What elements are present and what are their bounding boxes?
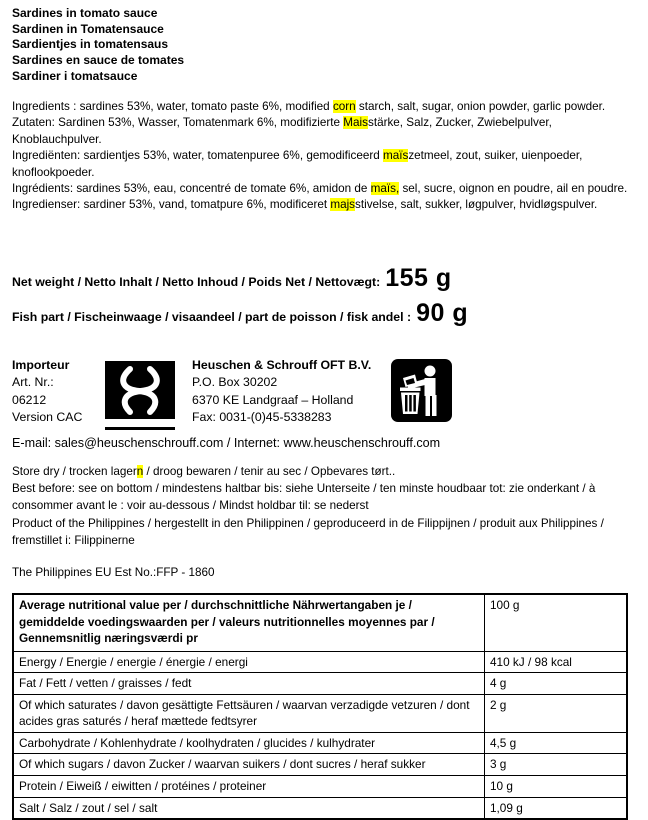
company-info-column [192,357,371,426]
table-row-sugars [13,754,627,776]
row-label: Carbohydrate / Kohlenhydrate / koolhydraten / glucides / kulhydrater [13,732,484,754]
eu-establishment-number: The Philippines EU Est No.:FFP - 1860 [12,566,215,579]
ingredients-line-nl [12,148,636,181]
company-fax: Fax: 0031-(0)45-5338283 [192,409,332,424]
company-name: Heuschen & Schrouff OFT B.V. [192,358,372,372]
row-label: Salt / Salz / zout / sel / salt [13,797,484,819]
text-segment: sel, sucre, oignon en poudre, ail en poudre. [399,182,628,196]
table-row-carbohydrate [13,732,627,754]
product-title-de: Sardinen in Tomatensauce [12,21,164,36]
importer-info-column [12,357,82,426]
nutrition-header-value: 100 g [484,594,627,651]
highlighted-word: maïs, [370,182,400,196]
table-row-fat [13,673,627,695]
text-segment: / droog bewaren / tenir au sec / Opbevares tørt.. [143,465,396,478]
table-row-energy [13,651,627,673]
table-row-protein [13,776,627,798]
row-label: Of which sugars / davon Zucker / waarvan suikers / dont sucres / heraf sukker [13,754,484,776]
importer-section [0,357,648,429]
importer-label: Importeur [12,358,70,372]
net-weight-line [12,264,452,293]
article-number-label: Art. Nr.: [12,375,54,390]
contact-line: E-mail: sales@heuschenschrouff.com / Internet: www.heuschenschrouff.com [12,436,441,450]
product-titles [12,6,184,85]
ingredients-line-en [12,99,636,115]
company-address: 6370 KE Landgraaf – Holland [192,392,354,407]
row-label: Energy / Energie / energie / énergie / energi [13,651,484,673]
text-segment: starch, salt, sugar, onion powder, garlic powder. [355,100,606,113]
row-label: Of which saturates / davon gesättigte Fettsäuren / waarvan verzadigde vetzuren / dont acides gras saturés / heraf mættede fedtsyrer [13,694,484,732]
row-label: Fat / Fett / vetten / graisses / fedt [13,673,484,695]
row-value: 3 g [484,754,627,776]
fish-part-value: 90 g [416,299,469,327]
nutrition-header-row [13,594,627,651]
highlighted-word: corn [332,100,356,113]
logo-underline [105,427,175,430]
ingredients-section [12,99,636,214]
row-value: 4 g [484,673,627,695]
text-segment: zetmeel, zout, suiker, uienpoeder, knoflookpoeder. [12,149,583,179]
fish-part-line [12,299,468,328]
version-label: Version CAC [12,409,83,424]
row-value: 4,5 g [484,732,627,754]
highlighted-word: maïs [382,149,409,163]
storage-instructions-section [12,463,645,549]
tidyman-icon [391,359,452,427]
article-number-value: 06212 [12,392,47,407]
text-segment: Ingredients : sardines 53%, water, tomato paste 6%, modified [12,100,333,113]
hs-monogram-icon [105,361,175,430]
text-segment: Ingredienser: sardiner 53%, vand, tomatpure 6%, modificeret [12,198,331,212]
net-weight-label: Net weight / Netto Inhalt / Netto Inhoud / Poids Net / Nettovægt: [12,275,381,289]
highlighted-word: majs [330,198,356,212]
store-dry-line [12,463,645,480]
fish-part-label: Fish part / Fischeinwaage / visaandeel / part de poisson / fisk andel : [12,310,412,324]
nutrition-table [12,593,628,820]
text-segment: Ingrédients: sardines 53%, eau, concentré de tomate 6%, amidon de [12,182,371,196]
best-before-line: Best before: see on bottom / mindestens haltbar bis: siehe Unterseite / ten minste houdbaar tot: zie onderkant / à consommer avant le : voir au-dessous / Mindst holdbar til: se nederst [12,482,596,513]
ingredients-line-fr [12,181,636,197]
text-segment: stivelse, salt, sukker, løgpulver, hvidløgspulver. [355,198,598,212]
product-title-fr: Sardines en sauce de tomates [12,53,185,68]
ingredients-line-da [12,197,636,213]
product-title-nl: Sardientjes in tomatensaus [12,37,169,52]
product-origin-line: Product of the Philippines / hergestellt in den Philippinen / geproduceerd in de Filippijnen / produit aux Philippines / fremstillet i: Filippinerne [12,516,604,547]
nutrition-header-label: Average nutritional value per / durchschnittliche Nährwertangaben je / gemiddelde voedingswaarden per / valeurs nutritionnelles moyennes par / Gennemsnitlig næringsværdi pr [13,594,484,651]
highlighted-letter: n [136,465,144,478]
company-po-box: P.O. Box 30202 [192,375,278,390]
text-segment: Zutaten: Sardinen 53%, Wasser, Tomatenmark 6%, modifizierte [12,116,344,130]
text-segment: Ingrediënten: sardientjes 53%, water, tomatenpuree 6%, gemodificeerd [12,149,383,163]
table-row-salt [13,797,627,819]
table-row-saturates [13,694,627,732]
row-value: 10 g [484,776,627,798]
net-weight-value: 155 g [385,264,452,292]
text-segment: stärke, Salz, Zucker, Zwiebelpulver, Knoblauchpulver. [12,116,552,146]
ingredients-line-de [12,115,636,148]
row-value: 410 kJ / 98 kcal [484,651,627,673]
row-label: Protein / Eiweiß / eiwitten / protéines / proteiner [13,776,484,798]
product-title-da: Sardiner i tomatsauce [12,68,138,83]
row-value: 2 g [484,694,627,732]
highlighted-word: Mais [343,116,368,130]
product-title-en: Sardines in tomato sauce [12,6,158,20]
row-value: 1,09 g [484,797,627,819]
text-segment: Store dry / trocken lager [12,465,137,478]
